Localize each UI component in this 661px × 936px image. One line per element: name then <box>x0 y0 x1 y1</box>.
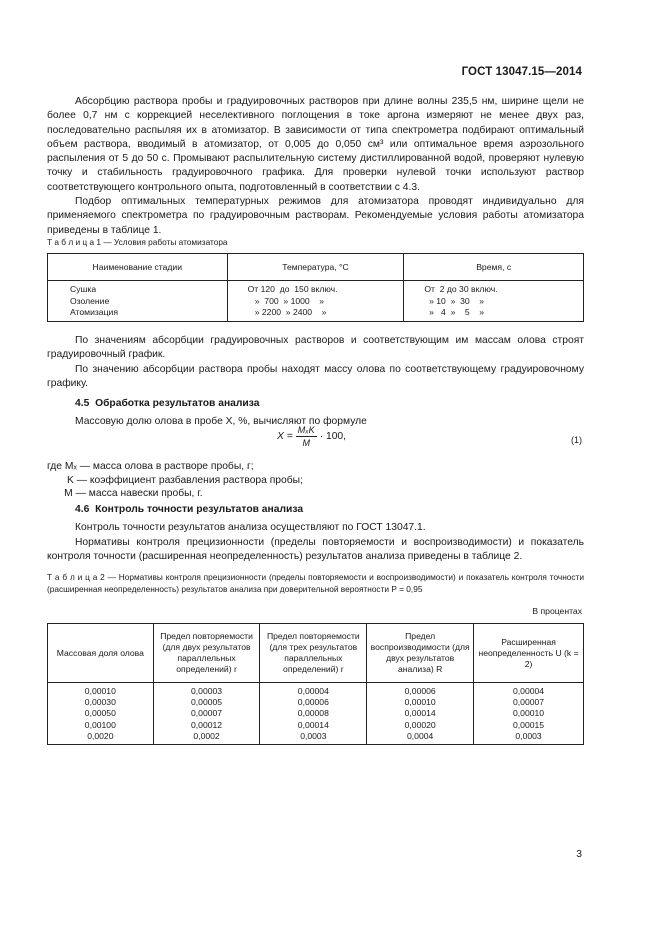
table2-cell: 0,00015 <box>513 719 545 730</box>
table1-temperature-cell <box>227 281 404 322</box>
formula-legend <box>47 460 303 501</box>
formula-tail: · 100, <box>319 431 347 442</box>
table2-units-note: В процентах <box>532 606 582 616</box>
table2-cell: 0,00014 <box>297 719 329 730</box>
table2-cell: 0,0002 <box>193 730 220 741</box>
table2-cell: 0,00010 <box>404 697 436 708</box>
paragraph-sample-mass: По значению абсорбции раствора пробы находят массу олова по соответствующему градуировочному графику. <box>47 363 584 389</box>
legend-mx: где Mₓ — масса олова в растворе пробы, г; <box>47 461 254 472</box>
table2-caption: Т а б л и ц а 2 — Нормативы контроля прецизионности (пределы повторяемости и воспроизводимости) и показатель контроля точности (расширенная неопределенность) результатов анализа при доверительной вероятности Р = 0,95 <box>47 572 584 594</box>
page-number: 3 <box>576 849 582 860</box>
temperature-drying: От 120 до 150 включ. <box>247 284 338 294</box>
section-4-6-number: 4.6 <box>75 504 90 515</box>
table1-caption: Т а б л и ц а 1 — Условия работы атомизатора <box>47 237 228 247</box>
time-atomization: » 4 » 5 » <box>424 307 485 317</box>
section-4-6-title: Контроль точности результатов анализа <box>95 504 304 515</box>
table2-col-repeatability-three <box>260 683 367 745</box>
table2-col-repeatability-two <box>153 683 260 745</box>
paragraph-precision-norms: Нормативы контроля прецизионности (пределы повторяемости и воспроизводимости) и показатель контроля точности (расширенная неопределенность) результатов анализа приведены в таблице 2. <box>47 536 584 562</box>
table2-cell: 0,00006 <box>404 686 436 696</box>
table2-cell: 0,00014 <box>404 708 436 719</box>
stage-drying: Сушка <box>70 284 97 294</box>
table2-header-repeatability-two: Предел повторяемости (для двух результатов параллельных определений) r <box>153 624 260 683</box>
paragraph-absorption: Абсорбцию раствора пробы и градуировочных растворов при длине волны 235,5 нм, ширине щели не более 0,7 нм с коррекцией неселективного поглощения в токе аргона измеряют не менее двух раз, последовательно распыляя их в атомизатор. В зависимости от типа спектрометра подбирают оптимальный объем раствора, вводимый в атомизатор, от 0,005 до 0,050 см³ или оптимальное время аэрозольного распыления от 5 до 50 с. Промывают распылительную систему дистиллированной водой, проверяют нулевую точку и стабильность градуировочного графика. Для проверки нулевой точки используют раствор соответствующего контрольного опыта, подготовленный в соответствии с 4.3. <box>47 96 584 193</box>
body-block-1 <box>47 95 584 238</box>
table2-col-reproducibility <box>367 683 474 745</box>
table2-header-mass-fraction: Массовая доля олова <box>48 624 154 683</box>
legend-k: K — коэффициент разбавления раствора пробы; <box>47 474 303 486</box>
table2-col-mass-fraction <box>48 683 154 745</box>
table2-cell: 0,00030 <box>84 697 116 708</box>
paragraph-calibration-graph: По значениям абсорбции градуировочных растворов и соответствующим им массам олова строят градуировочный график. <box>47 335 584 361</box>
formula-fraction <box>296 425 317 448</box>
table2-cell: 0,0003 <box>300 730 327 741</box>
time-drying: От 2 до 30 включ. <box>424 284 498 294</box>
stage-ashing: Озоление <box>70 295 110 306</box>
table1-header-stage: Наименование стадии <box>48 254 228 281</box>
table2-header-row <box>48 624 584 683</box>
section-4-5-number: 4.5 <box>75 398 90 410</box>
table2-cell: 0,0003 <box>515 730 542 741</box>
table2-cell: 0,00006 <box>297 697 329 708</box>
table2-cell: 0,00007 <box>513 697 545 708</box>
table2-cell: 0,00012 <box>191 719 223 730</box>
table2-cell: 0,00004 <box>297 686 329 696</box>
paragraph-accuracy-control: Контроль точности результатов анализа осуществляют по ГОСТ 13047.1. <box>75 522 426 534</box>
table2-header-reproducibility: Предел воспроизводимости (для двух результатов анализа) R <box>367 624 474 683</box>
stage-atomization: Атомизация <box>70 307 118 317</box>
table2-precision-norms <box>47 623 584 745</box>
table2-header-repeatability-three: Предел повторяемости (для трех результатов параллельных определений) r <box>260 624 367 683</box>
table2-col-uncertainty <box>474 683 584 745</box>
table1-header-row <box>48 254 584 281</box>
formula-lhs: X = <box>277 431 293 442</box>
body-block-2 <box>47 334 584 430</box>
temperature-ashing: » 700 » 1000 » <box>247 295 325 306</box>
section-4-5-heading <box>47 397 584 411</box>
table2-cell: 0,00020 <box>404 719 436 730</box>
table1-time-cell <box>404 281 584 322</box>
body-block-3 <box>47 503 584 564</box>
paragraph-temperature-modes: Подбор оптимальных температурных режимов для атомизатора проводят индивидуально для применяемого спектрометра по градуировочным растворам. Рекомендуемые условия работы атомизатора приведены в таблице 1. <box>47 196 584 236</box>
legend-m: M — масса навески пробы, г. <box>47 488 203 499</box>
section-4-6-heading <box>47 503 584 517</box>
formula-denominator: M <box>302 438 310 448</box>
formula-number: (1) <box>571 435 582 445</box>
formula-1 <box>277 425 346 448</box>
table2-cell: 0,00008 <box>297 708 329 719</box>
time-ashing: » 10 » 30 » <box>424 295 485 306</box>
table2-cell: 0,00010 <box>84 686 116 696</box>
table2-cell: 0,00100 <box>84 719 116 730</box>
table2-cell: 0,00004 <box>513 686 545 696</box>
table2-cell: 0,0020 <box>87 730 114 741</box>
formula-numerator: MₓK <box>297 425 315 435</box>
temperature-atomization: » 2200 » 2400 » <box>247 307 327 317</box>
table1-atomizer-conditions <box>47 253 584 322</box>
table1-row <box>48 281 584 322</box>
table1-stages-cell <box>48 281 228 322</box>
table1-header-temperature: Температура, °С <box>227 254 404 281</box>
standard-header: ГОСТ 13047.15—2014 <box>461 66 582 78</box>
table2-cell: 0,00003 <box>191 686 223 696</box>
section-4-5-title: Обработка результатов анализа <box>95 398 260 410</box>
table2-header-uncertainty: Расширенная неопределенность U (k = 2) <box>474 624 584 683</box>
paragraph-formula-intro: Массовую долю олова в пробе X, %, вычисляют по формуле <box>75 416 367 428</box>
table1-header-time: Время, с <box>404 254 584 281</box>
table2-cell: 0,00050 <box>84 708 116 719</box>
table2-data-row <box>48 683 584 745</box>
table2-cell: 0,00010 <box>513 708 545 719</box>
table2-cell: 0,00007 <box>191 708 223 719</box>
table2-cell: 0,00005 <box>191 697 223 708</box>
table2-cell: 0,0004 <box>407 730 434 741</box>
